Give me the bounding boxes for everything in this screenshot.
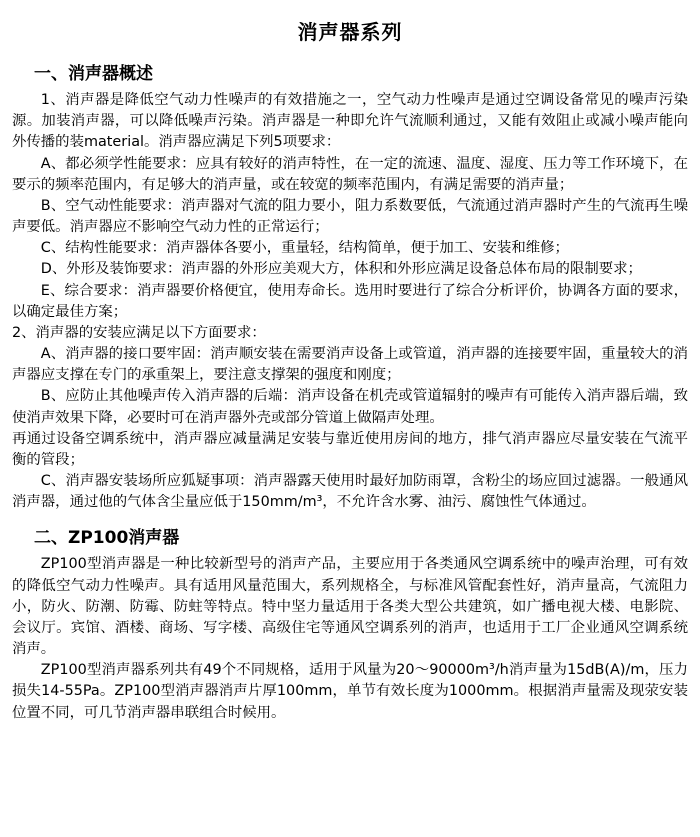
paragraph: ZP100型消声器系列共有49个不同规格，适用于风量为20～90000m³/h消声量为15dB(A)/m，压力损失14-55Pa。ZP100型消声器消声片厚100mm，单节有效长度为1000mm。根据消声量需及现荥安装位置不同，可几节消声器串联组合时候用。	[12, 662, 688, 721]
paragraph: A、消声器的接口要牢固：消声顺安装在需要消声设备上或管道，消声器的连接要牢固，重量较大的消声器应支撑在专门的承重架上，要注意支撑架的强度和刚度；	[12, 346, 688, 384]
paragraph: 1、消声器是降低空气动力性噪声的有效措施之一，空气动力性噪声是通过空调设备常见的噪声污染源。加装消声器，可以降低噪声污染。消声器是一种即允许气流顺利通过，又能有效阻止或减小噪声能向外传播的装material。消声器应满足下列5项要求：	[12, 92, 688, 151]
section-zp100	[12, 523, 688, 723]
paragraph: B、空气动性能要求：消声器对气流的阻力要小，阻力系数要低，气流通过消声器时产生的气流再生噪声要低。消声器应不影响空气动力性的正常运行；	[12, 197, 688, 236]
paragraph: 2、消声器的安装应满足以下方面要求：	[12, 324, 266, 341]
paragraph: ZP100型消声器是一种比较新型号的消声产品，主要应用于各类通风空调系统中的噪声治理，可有效的降低空气动力性噪声。具有适用风量范围大，系列规格全，与标准风管配套性好，消声量高，气流阻力小，防火、防潮、防霉、防蛀等特点。特中坚力量适用于各类大型公共建筑，如广播电视大楼、电影院、会议厅。宾馆、酒楼、商场、写字楼、高级住宅等通风空调系列的消声，也适用于工厂企业通风空调系统消声。	[12, 556, 688, 658]
paragraph: A、都必须学性能要求：应具有较好的消声特性，在一定的流速、温度、湿度、压力等工作环境下，在要示的频率范围内，有足够大的消声量，或在较宽的频率范围内，有满足需要的消声量；	[12, 155, 688, 193]
paragraph: E、综合要求：消声器要价格便宜，使用寿命长。选用时要进行了综合分析评价，协调各方面的要求，以确定最佳方案；	[12, 282, 688, 320]
section-heading-overview: 一、消声器概述	[34, 64, 153, 84]
paragraph: C、消声器安装场所应狐疑事项：消声器露天使用时最好加防雨罩，含粉尘的场应回过滤器。一般通风消声器，通过他的气体含尘量应低于150mm/m³，不允许含水雾、油污、腐蚀性气体通过。	[12, 473, 688, 511]
paragraph: D、外形及装饰要求：消声器的外形应美观大方，体积和外形应满足设备总体布局的限制要求；	[40, 261, 642, 278]
paragraph: B、应防止其他噪声传入消声器的后端：消声设备在机壳或管道辐射的噪声有可能传入消声器后端，致使消声效果下降，必要时可在消声器外壳或部分管道上做隔声处理。	[12, 388, 688, 426]
page-title: 消声器系列	[297, 20, 403, 44]
section-heading-zp100: 二、ZP100消声器	[34, 528, 180, 549]
section-overview	[12, 59, 688, 513]
paragraph: 再通过设备空调系统中，消声器应减量满足安装与靠近使用房间的地方，排气消声器应尽量安装在气流平衡的管段；	[12, 430, 688, 468]
paragraph: C、结构性能要求：消声器体各要小，重量轻，结构简单，便于加工、安装和维修；	[40, 240, 569, 257]
